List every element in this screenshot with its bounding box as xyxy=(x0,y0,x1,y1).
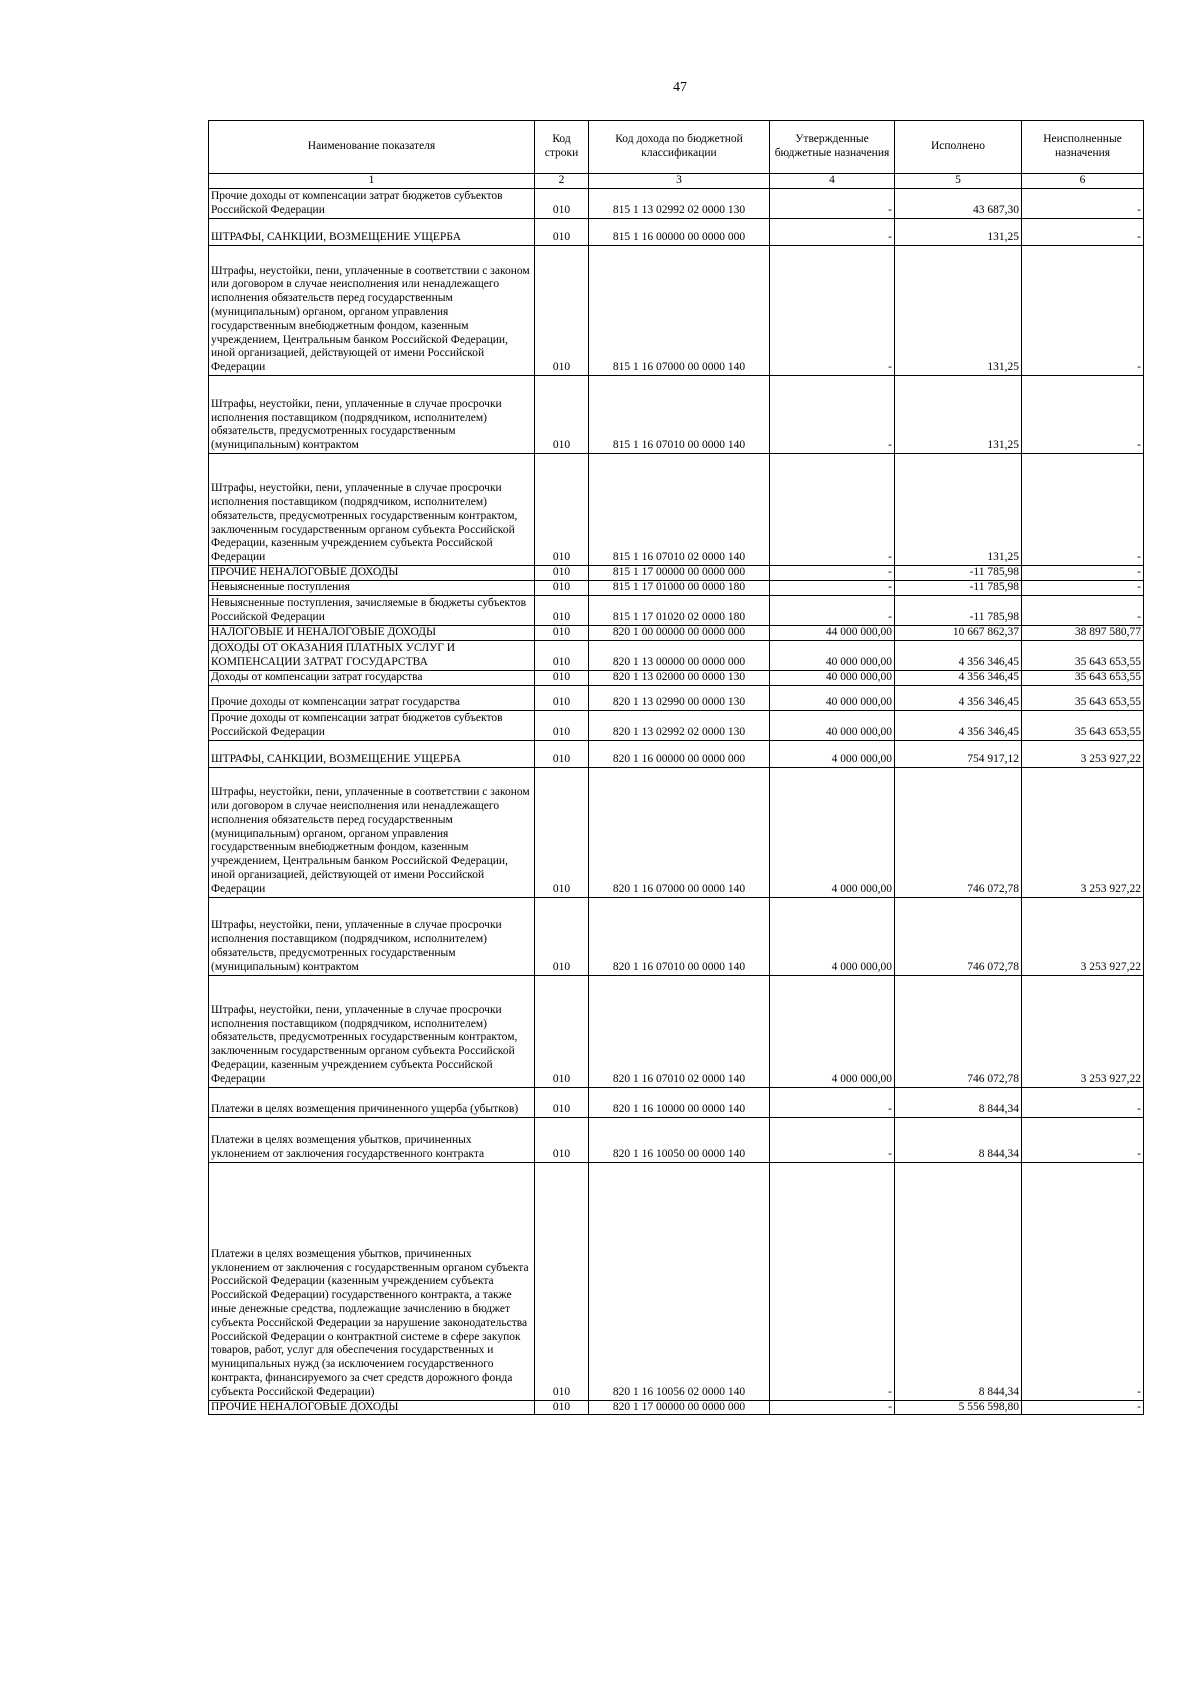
row-name: Доходы от компенсации затрат государства xyxy=(209,670,535,685)
table-row xyxy=(209,1400,1144,1415)
row-unexecuted: - xyxy=(1022,1087,1144,1117)
row-line-code: 010 xyxy=(535,767,589,897)
row-name: Штрафы, неустойки, пени, уплаченные в случае просрочки исполнения поставщиком (подрядчиком, исполнителем) обязательств, предусмотренных государственным (муниципальным) контрактом xyxy=(209,897,535,975)
row-approved: - xyxy=(770,1162,895,1400)
row-name: ПРОЧИЕ НЕНАЛОГОВЫЕ ДОХОДЫ xyxy=(209,1400,535,1415)
row-name: НАЛОГОВЫЕ И НЕНАЛОГОВЫЕ ДОХОДЫ xyxy=(209,625,535,640)
table-row xyxy=(209,454,1144,566)
row-name: Платежи в целях возмещения причиненного ущерба (убытков) xyxy=(209,1087,535,1117)
row-unexecuted: - xyxy=(1022,1162,1144,1400)
table-row xyxy=(209,246,1144,376)
table-row xyxy=(209,975,1144,1087)
row-line-code: 010 xyxy=(535,975,589,1087)
table-row xyxy=(209,566,1144,581)
row-line-code: 010 xyxy=(535,246,589,376)
row-line-code: 010 xyxy=(535,566,589,581)
row-approved: - xyxy=(770,454,895,566)
row-unexecuted: 3 253 927,22 xyxy=(1022,897,1144,975)
table-row xyxy=(209,376,1144,454)
row-line-code: 010 xyxy=(535,625,589,640)
row-unexecuted: - xyxy=(1022,219,1144,246)
row-line-code: 010 xyxy=(535,640,589,670)
row-income-code: 815 1 17 01020 02 0000 180 xyxy=(589,595,770,625)
table-row xyxy=(209,595,1144,625)
row-approved: 40 000 000,00 xyxy=(770,640,895,670)
row-income-code: 820 1 00 00000 00 0000 000 xyxy=(589,625,770,640)
row-unexecuted: 35 643 653,55 xyxy=(1022,640,1144,670)
row-income-code: 815 1 16 07010 02 0000 140 xyxy=(589,454,770,566)
table-row xyxy=(209,219,1144,246)
row-unexecuted: - xyxy=(1022,580,1144,595)
row-line-code: 010 xyxy=(535,897,589,975)
row-name: ПРОЧИЕ НЕНАЛОГОВЫЕ ДОХОДЫ xyxy=(209,566,535,581)
row-income-code: 820 1 13 00000 00 0000 000 xyxy=(589,640,770,670)
row-approved: 44 000 000,00 xyxy=(770,625,895,640)
row-income-code: 820 1 16 10050 00 0000 140 xyxy=(589,1117,770,1162)
row-approved: 4 000 000,00 xyxy=(770,767,895,897)
table-row xyxy=(209,580,1144,595)
row-executed: 5 556 598,80 xyxy=(895,1400,1022,1415)
revenue-execution-table xyxy=(208,120,1144,1415)
row-income-code: 820 1 17 00000 00 0000 000 xyxy=(589,1400,770,1415)
header-line-code: Код строки xyxy=(535,121,589,174)
row-name: Прочие доходы от компенсации затрат бюджетов субъектов Российской Федерации xyxy=(209,710,535,740)
row-approved: 4 000 000,00 xyxy=(770,975,895,1087)
header-row xyxy=(209,121,1144,174)
row-name: Штрафы, неустойки, пени, уплаченные в соответствии с законом или договором в случае неисполнения или ненадлежащего исполнения обязательств перед государственным (муниципальным) органом, органом управления государственным внебюджетным фондом, казенным учреждением, Центральным банком Российской Федерации, иной организацией, действующей от имени Российской Федерации xyxy=(209,246,535,376)
row-approved: 40 000 000,00 xyxy=(770,710,895,740)
table-row xyxy=(209,625,1144,640)
row-line-code: 010 xyxy=(535,685,589,710)
row-executed: 4 356 346,45 xyxy=(895,670,1022,685)
row-line-code: 010 xyxy=(535,376,589,454)
row-executed: 8 844,34 xyxy=(895,1087,1022,1117)
row-unexecuted: - xyxy=(1022,595,1144,625)
row-name: Платежи в целях возмещения убытков, причиненных уклонением от заключения государственного контракта xyxy=(209,1117,535,1162)
row-name: Прочие доходы от компенсации затрат государства xyxy=(209,685,535,710)
row-executed: 8 844,34 xyxy=(895,1162,1022,1400)
row-name: Штрафы, неустойки, пени, уплаченные в случае просрочки исполнения поставщиком (подрядчиком, исполнителем) обязательств, предусмотренных государственным контрактом, заключенным государственным органом субъекта Российской Федерации, казенным учреждением субъекта Российской Федерации xyxy=(209,975,535,1087)
table-row xyxy=(209,1162,1144,1400)
row-income-code: 815 1 16 00000 00 0000 000 xyxy=(589,219,770,246)
row-line-code: 010 xyxy=(535,454,589,566)
table-row xyxy=(209,710,1144,740)
row-income-code: 815 1 17 00000 00 0000 000 xyxy=(589,566,770,581)
row-executed: 4 356 346,45 xyxy=(895,640,1022,670)
row-income-code: 820 1 16 07010 00 0000 140 xyxy=(589,897,770,975)
row-name: Штрафы, неустойки, пени, уплаченные в соответствии с законом или договором в случае неисполнения или ненадлежащего исполнения обязательств перед государственным (муниципальным) органом, органом управления государственным внебюджетным фондом, казенным учреждением, Центральным банком Российской Федерации, иной организацией, действующей от имени Российской Федерации xyxy=(209,767,535,897)
row-executed: 43 687,30 xyxy=(895,189,1022,219)
table-row xyxy=(209,897,1144,975)
row-approved: - xyxy=(770,1087,895,1117)
row-line-code: 010 xyxy=(535,580,589,595)
row-approved: - xyxy=(770,219,895,246)
row-unexecuted: - xyxy=(1022,1400,1144,1415)
row-unexecuted: - xyxy=(1022,1117,1144,1162)
table-body xyxy=(209,189,1144,1415)
row-unexecuted: 35 643 653,55 xyxy=(1022,710,1144,740)
row-line-code: 010 xyxy=(535,219,589,246)
row-unexecuted: 38 897 580,77 xyxy=(1022,625,1144,640)
row-income-code: 820 1 16 07000 00 0000 140 xyxy=(589,767,770,897)
row-name: ШТРАФЫ, САНКЦИИ, ВОЗМЕЩЕНИЕ УЩЕРБА xyxy=(209,740,535,767)
column-number: 2 xyxy=(535,174,589,189)
row-approved: - xyxy=(770,1400,895,1415)
table-row xyxy=(209,1087,1144,1117)
column-number-row xyxy=(209,174,1144,189)
page-number: 47 xyxy=(673,80,687,95)
row-income-code: 820 1 16 10056 02 0000 140 xyxy=(589,1162,770,1400)
row-approved: - xyxy=(770,246,895,376)
row-line-code: 010 xyxy=(535,1087,589,1117)
row-line-code: 010 xyxy=(535,670,589,685)
row-executed: -11 785,98 xyxy=(895,580,1022,595)
row-name: Платежи в целях возмещения убытков, причиненных уклонением от заключения с государственным органом субъекта Российской Федерации (казенным учреждением субъекта Российской Федерации) государственного контракта, а также иные денежные средства, подлежащие зачислению в бюджет субъекта Российской Федерации за нарушение законодательства Российской Федерации о контрактной системе в сфере закупок товаров, работ, услуг для обеспечения государственных и муниципальных нужд (за исключением государственного контракта, финансируемого за счет средств дорожного фонда субъекта Российской Федерации) xyxy=(209,1162,535,1400)
row-executed: 131,25 xyxy=(895,246,1022,376)
row-unexecuted: 35 643 653,55 xyxy=(1022,685,1144,710)
table-row xyxy=(209,685,1144,710)
row-line-code: 010 xyxy=(535,710,589,740)
row-approved: 40 000 000,00 xyxy=(770,670,895,685)
row-line-code: 010 xyxy=(535,740,589,767)
row-unexecuted: - xyxy=(1022,566,1144,581)
row-income-code: 815 1 17 01000 00 0000 180 xyxy=(589,580,770,595)
row-income-code: 820 1 13 02000 00 0000 130 xyxy=(589,670,770,685)
row-income-code: 820 1 16 10000 00 0000 140 xyxy=(589,1087,770,1117)
row-executed: -11 785,98 xyxy=(895,595,1022,625)
row-name: Штрафы, неустойки, пени, уплаченные в случае просрочки исполнения поставщиком (подрядчиком, исполнителем) обязательств, предусмотренных государственным контрактом, заключенным государственным органом субъекта Российской Федерации, казенным учреждением субъекта Российской Федерации xyxy=(209,454,535,566)
row-approved: 4 000 000,00 xyxy=(770,740,895,767)
row-executed: 4 356 346,45 xyxy=(895,685,1022,710)
header-executed: Исполнено xyxy=(895,121,1022,174)
table-row xyxy=(209,189,1144,219)
row-approved: - xyxy=(770,595,895,625)
row-unexecuted: 35 643 653,55 xyxy=(1022,670,1144,685)
row-income-code: 820 1 16 07010 02 0000 140 xyxy=(589,975,770,1087)
row-line-code: 010 xyxy=(535,1117,589,1162)
row-unexecuted: - xyxy=(1022,246,1144,376)
row-unexecuted: 3 253 927,22 xyxy=(1022,740,1144,767)
row-executed: 131,25 xyxy=(895,376,1022,454)
column-number: 4 xyxy=(770,174,895,189)
row-unexecuted: 3 253 927,22 xyxy=(1022,767,1144,897)
column-number: 5 xyxy=(895,174,1022,189)
column-number: 1 xyxy=(209,174,535,189)
column-number: 3 xyxy=(589,174,770,189)
row-line-code: 010 xyxy=(535,595,589,625)
row-name: Невыясненные поступления xyxy=(209,580,535,595)
row-executed: -11 785,98 xyxy=(895,566,1022,581)
column-number: 6 xyxy=(1022,174,1144,189)
header-income-code: Код дохода по бюджетной классификации xyxy=(589,121,770,174)
row-approved: - xyxy=(770,1117,895,1162)
row-executed: 754 917,12 xyxy=(895,740,1022,767)
row-name: ДОХОДЫ ОТ ОКАЗАНИЯ ПЛАТНЫХ УСЛУГ И КОМПЕНСАЦИИ ЗАТРАТ ГОСУДАРСТВА xyxy=(209,640,535,670)
row-line-code: 010 xyxy=(535,1162,589,1400)
table-row xyxy=(209,740,1144,767)
row-approved: - xyxy=(770,580,895,595)
row-approved: - xyxy=(770,376,895,454)
row-approved: - xyxy=(770,566,895,581)
row-unexecuted: - xyxy=(1022,189,1144,219)
table-row xyxy=(209,1117,1144,1162)
row-executed: 746 072,78 xyxy=(895,975,1022,1087)
row-line-code: 010 xyxy=(535,1400,589,1415)
row-income-code: 815 1 16 07010 00 0000 140 xyxy=(589,376,770,454)
row-income-code: 815 1 13 02992 02 0000 130 xyxy=(589,189,770,219)
row-executed: 131,25 xyxy=(895,454,1022,566)
row-income-code: 815 1 16 07000 00 0000 140 xyxy=(589,246,770,376)
row-approved: 40 000 000,00 xyxy=(770,685,895,710)
row-name: Штрафы, неустойки, пени, уплаченные в случае просрочки исполнения поставщиком (подрядчиком, исполнителем) обязательств, предусмотренных государственным (муниципальным) контрактом xyxy=(209,376,535,454)
row-executed: 746 072,78 xyxy=(895,767,1022,897)
table-row xyxy=(209,640,1144,670)
row-income-code: 820 1 13 02992 02 0000 130 xyxy=(589,710,770,740)
header-name: Наименование показателя xyxy=(209,121,535,174)
table-row xyxy=(209,767,1144,897)
header-unexecuted: Неисполненные назначения xyxy=(1022,121,1144,174)
row-name: ШТРАФЫ, САНКЦИИ, ВОЗМЕЩЕНИЕ УЩЕРБА xyxy=(209,219,535,246)
table-row xyxy=(209,670,1144,685)
row-unexecuted: 3 253 927,22 xyxy=(1022,975,1144,1087)
row-name: Невыясненные поступления, зачисляемые в бюджеты субъектов Российской Федерации xyxy=(209,595,535,625)
row-income-code: 820 1 13 02990 00 0000 130 xyxy=(589,685,770,710)
row-executed: 8 844,34 xyxy=(895,1117,1022,1162)
row-executed: 10 667 862,37 xyxy=(895,625,1022,640)
row-approved: 4 000 000,00 xyxy=(770,897,895,975)
row-name: Прочие доходы от компенсации затрат бюджетов субъектов Российской Федерации xyxy=(209,189,535,219)
row-unexecuted: - xyxy=(1022,454,1144,566)
row-approved: - xyxy=(770,189,895,219)
row-unexecuted: - xyxy=(1022,376,1144,454)
header-approved: Утвержденные бюджетные назначения xyxy=(770,121,895,174)
row-line-code: 010 xyxy=(535,189,589,219)
row-income-code: 820 1 16 00000 00 0000 000 xyxy=(589,740,770,767)
row-executed: 4 356 346,45 xyxy=(895,710,1022,740)
row-executed: 746 072,78 xyxy=(895,897,1022,975)
row-executed: 131,25 xyxy=(895,219,1022,246)
